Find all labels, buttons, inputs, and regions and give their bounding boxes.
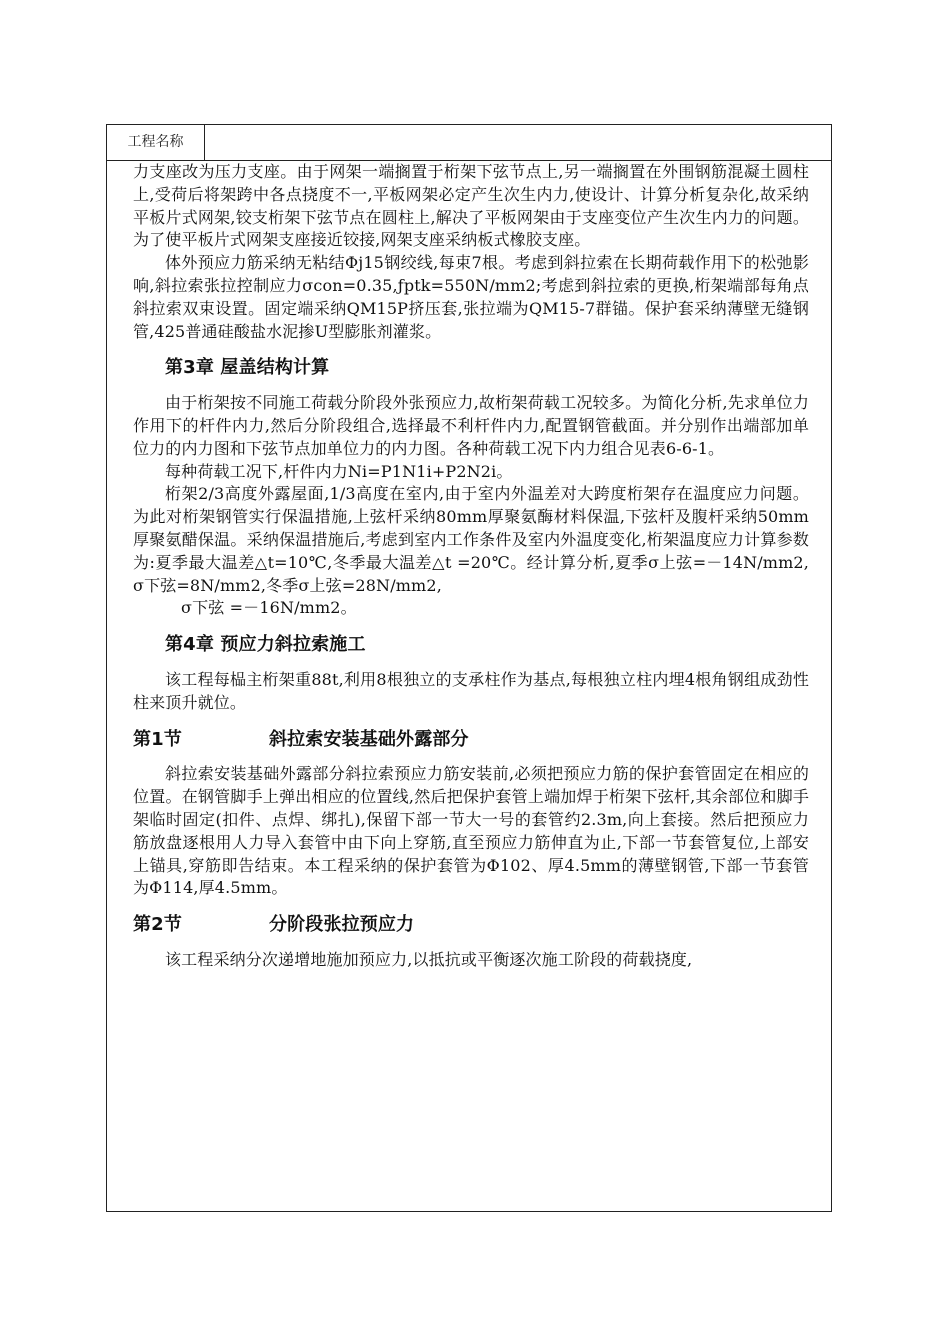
section-1-number: 第1节 (133, 728, 182, 750)
project-name-label: 工程名称 (107, 125, 205, 160)
section-2-heading (133, 914, 809, 937)
chapter-4-heading: 第4章 预应力斜拉索施工 (165, 634, 366, 656)
document-table (106, 124, 832, 1212)
header-row (107, 125, 831, 161)
section-2-number: 第2节 (133, 914, 182, 936)
section-1-title: 斜拉索安装基础外露部分 (269, 728, 469, 750)
paragraph-sigma-lower: σ下弦 =－16N/mm2。 (181, 598, 357, 618)
project-name-value (205, 125, 831, 160)
paragraph-support: 力支座改为压力支座。由于网架一端搁置于桁架下弦节点上,另一端搁置在外围钢筋混凝土圆柱上,受荷后将架跨中各点挠度不一,平板网架必定产生次生内力,使设计、计算分析复杂化,故采纳平板片式网架,铰支桁架下弦节点在圆柱上,解决了平板网架由于支座变位产生次生内力的问题。为了使平板片式网架支座接近铰接,网架支座采纳板式橡胶支座。 (133, 162, 809, 250)
paragraph-load-cases: 由于桁架按不同施工荷载分阶段外张预应力,故桁架荷载工况较多。为简化分析,先求单位力作用下的杆件内力,然后分阶段组合,选择最不利杆件内力,配置钢管截面。并分别作出端部加单位力的内力图和下弦节点加单位力的内力图。各种荷载工况下内力组合见表6-6-1。 (133, 393, 809, 458)
document-body (133, 161, 809, 972)
paragraph-truss-lifting: 该工程每榀主桁架重88t,利用8根独立的支承柱作为基点,每根独立柱内埋4根角钢组成劲性柱来顶升就位。 (133, 669, 809, 712)
paragraph-member-force: 每种荷载工况下,杆件内力Ni=P1N1i+P2N2i。 (165, 461, 513, 481)
paragraph-prestress-tendon: 体外预应力筋采纳无粘结Φj15钢绞线,每束7根。考虑到斜拉索在长期荷载作用下的松弛影响,斜拉索张拉控制应力σcon=0.35,ƒptk=550N/mm2;考虑到斜拉索的更换,桁架端部每角点斜拉索双束设置。固定端采纳QM15P挤压套,张拉端为QM15-7群锚。保护套采纳薄壁无缝钢管,425普通硅酸盐水泥掺U型膨胀剂灌浆。 (133, 253, 809, 341)
chapter-3-heading: 第3章 屋盖结构计算 (165, 357, 330, 379)
section-2-title: 分阶段张拉预应力 (269, 914, 415, 936)
section-1-heading (133, 729, 809, 752)
paragraph-cable-installation: 斜拉索安装基础外露部分斜拉索预应力筋安装前,必须把预应力筋的保护套管固定在相应的位置。在钢管脚手上弹出相应的位置线,然后把保护套管上端加焊于桁架下弦杆,其余部位和脚手架临时固定(扣件、点焊、绑扎),保留下部一节大一号的套管约2.3m,向上套接。然后把预应力筋放盘逐根用人力导入套管中由下向上穿筋,直至预应力筋伸直为止,下部一节套管复位,上部安上锚具,穿筋即告结束。本工程采纳的保护套管为Φ102、厚4.5mm的薄壁钢管,下部一节套管为Φ114,厚4.5mm。 (133, 764, 809, 898)
paragraph-temperature: 桁架2/3高度外露屋面,1/3高度在室内,由于室内外温差对大跨度桁架存在温度应力问题。为此对桁架钢管实行保温措施,上弦杆采纳80mm厚聚氨酶材料保温,下弦杆及腹杆采纳50mm厚聚氨醋保温。采纳保温措施后,考虑到室内工作条件及室内外温度变化,桁架温度应力计算参数为:夏季最大温差△t=10℃,冬季最大温差△t =20℃。经计算分析,夏季σ上弦=－14N/mm2, σ下弦=8N/mm2,冬季σ上弦=28N/mm2, (133, 484, 809, 595)
paragraph-staged-tensioning: 该工程采纳分次递增地施加预应力,以抵抗或平衡逐次施工阶段的荷载挠度, (165, 949, 693, 969)
